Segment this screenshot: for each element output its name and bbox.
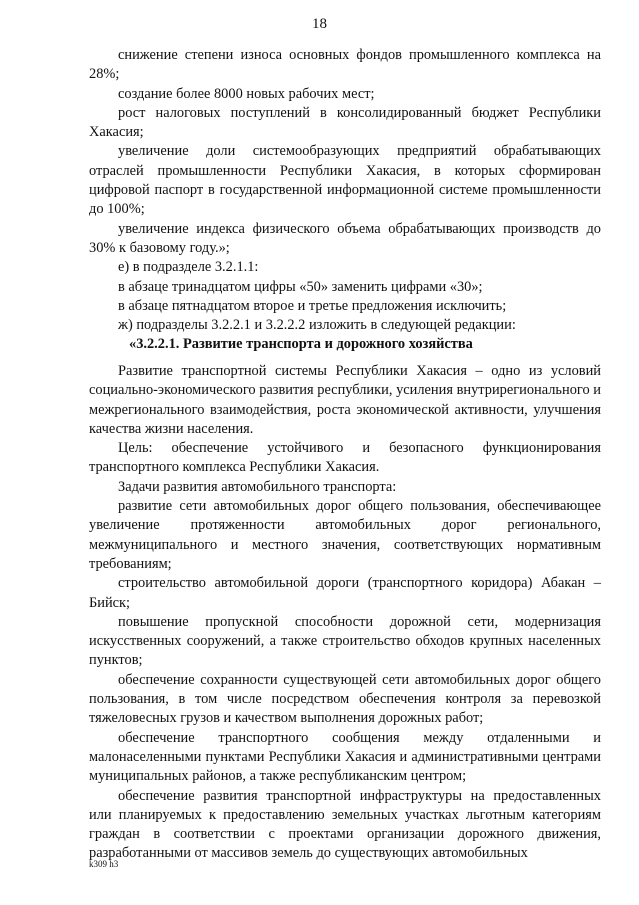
paragraph: рост налоговых поступлений в консолидированный бюджет Республики Хакасия; bbox=[89, 104, 601, 141]
footer-code: k309 h3 bbox=[89, 859, 119, 869]
paragraph: е) в подразделе 3.2.1.1: bbox=[118, 259, 259, 276]
page-number: 18 bbox=[312, 16, 327, 32]
section-heading: «3.2.2.1. Развитие транспорта и дорожного хозяйства bbox=[129, 336, 473, 353]
paragraph: развитие сети автомобильных дорог общего пользования, обеспечивающее увеличение протяженности автомобильных дорог регионального, межмуниципального и местного значения, соответствующих нормативным требованиям; bbox=[89, 498, 601, 572]
paragraph: обеспечение транспортного сообщения между отдаленными и малонаселенными пунктами Республики Хакасия и административными центрами муниципальных районов, а также республиканским центром; bbox=[89, 729, 601, 785]
paragraph: создание более 8000 новых рабочих мест; bbox=[118, 85, 375, 102]
paragraph: в абзаце пятнадцатом второе и третье предложения исключить; bbox=[118, 297, 507, 314]
paragraph: ж) подразделы 3.2.2.1 и 3.2.2.2 изложить в следующей редакции: bbox=[118, 317, 516, 334]
paragraph: обеспечение развития транспортной инфраструктуры на предоставленных или планируемых к предоставлению земельных участках льготным категориям граждан в соответствии с проектами организации дорожного движения, разработанными от массивов земель до существующих автомобильных bbox=[89, 787, 601, 862]
text-block-top bbox=[89, 46, 601, 391]
paragraph: снижение степени износа основных фондов промышленного комплекса на 28%; bbox=[89, 47, 601, 83]
paragraph: строительство автомобильной дороги (транспортного коридора) Абакан – Бийск; bbox=[89, 575, 601, 611]
paragraph: Цель: обеспечение устойчивого и безопасного функционирования транспортного комплекса Республики Хакасия. bbox=[89, 440, 601, 476]
paragraph: повышение пропускной способности дорожной сети, модернизация искусственных сооружений, а также строительство обходов крупных населенных пунктов; bbox=[89, 613, 601, 669]
paragraph: Развитие транспортной системы Республики Хакасия – одно из условий социально-экономического развития республики, усиления внутрирегионального и межрегионального взаимодействия, роста экономической активности, улучшения качества жизни населения. bbox=[89, 363, 601, 437]
paragraph: в абзаце тринадцатом цифры «50» заменить цифрами «30»; bbox=[118, 278, 483, 295]
paragraph: обеспечение сохранности существующей сети автомобильных дорог общего пользования, в том числе посредством обеспечения контроля за перевозкой тяжеловесных грузов и качеством выполнения дорожных работ; bbox=[89, 671, 601, 727]
paragraph: увеличение индекса физического объема обрабатывающих производств до 30% к базовому году.»; bbox=[89, 220, 601, 256]
text-block-bottom bbox=[89, 362, 601, 864]
paragraph: увеличение доли системообразующих предприятий обрабатывающих отраслей промышленности Республики Хакасия, в которых сформирован цифровой паспорт в государственной информационной системе промышленности до 100%; bbox=[89, 143, 601, 218]
paragraph: Задачи развития автомобильного транспорта: bbox=[118, 478, 397, 495]
